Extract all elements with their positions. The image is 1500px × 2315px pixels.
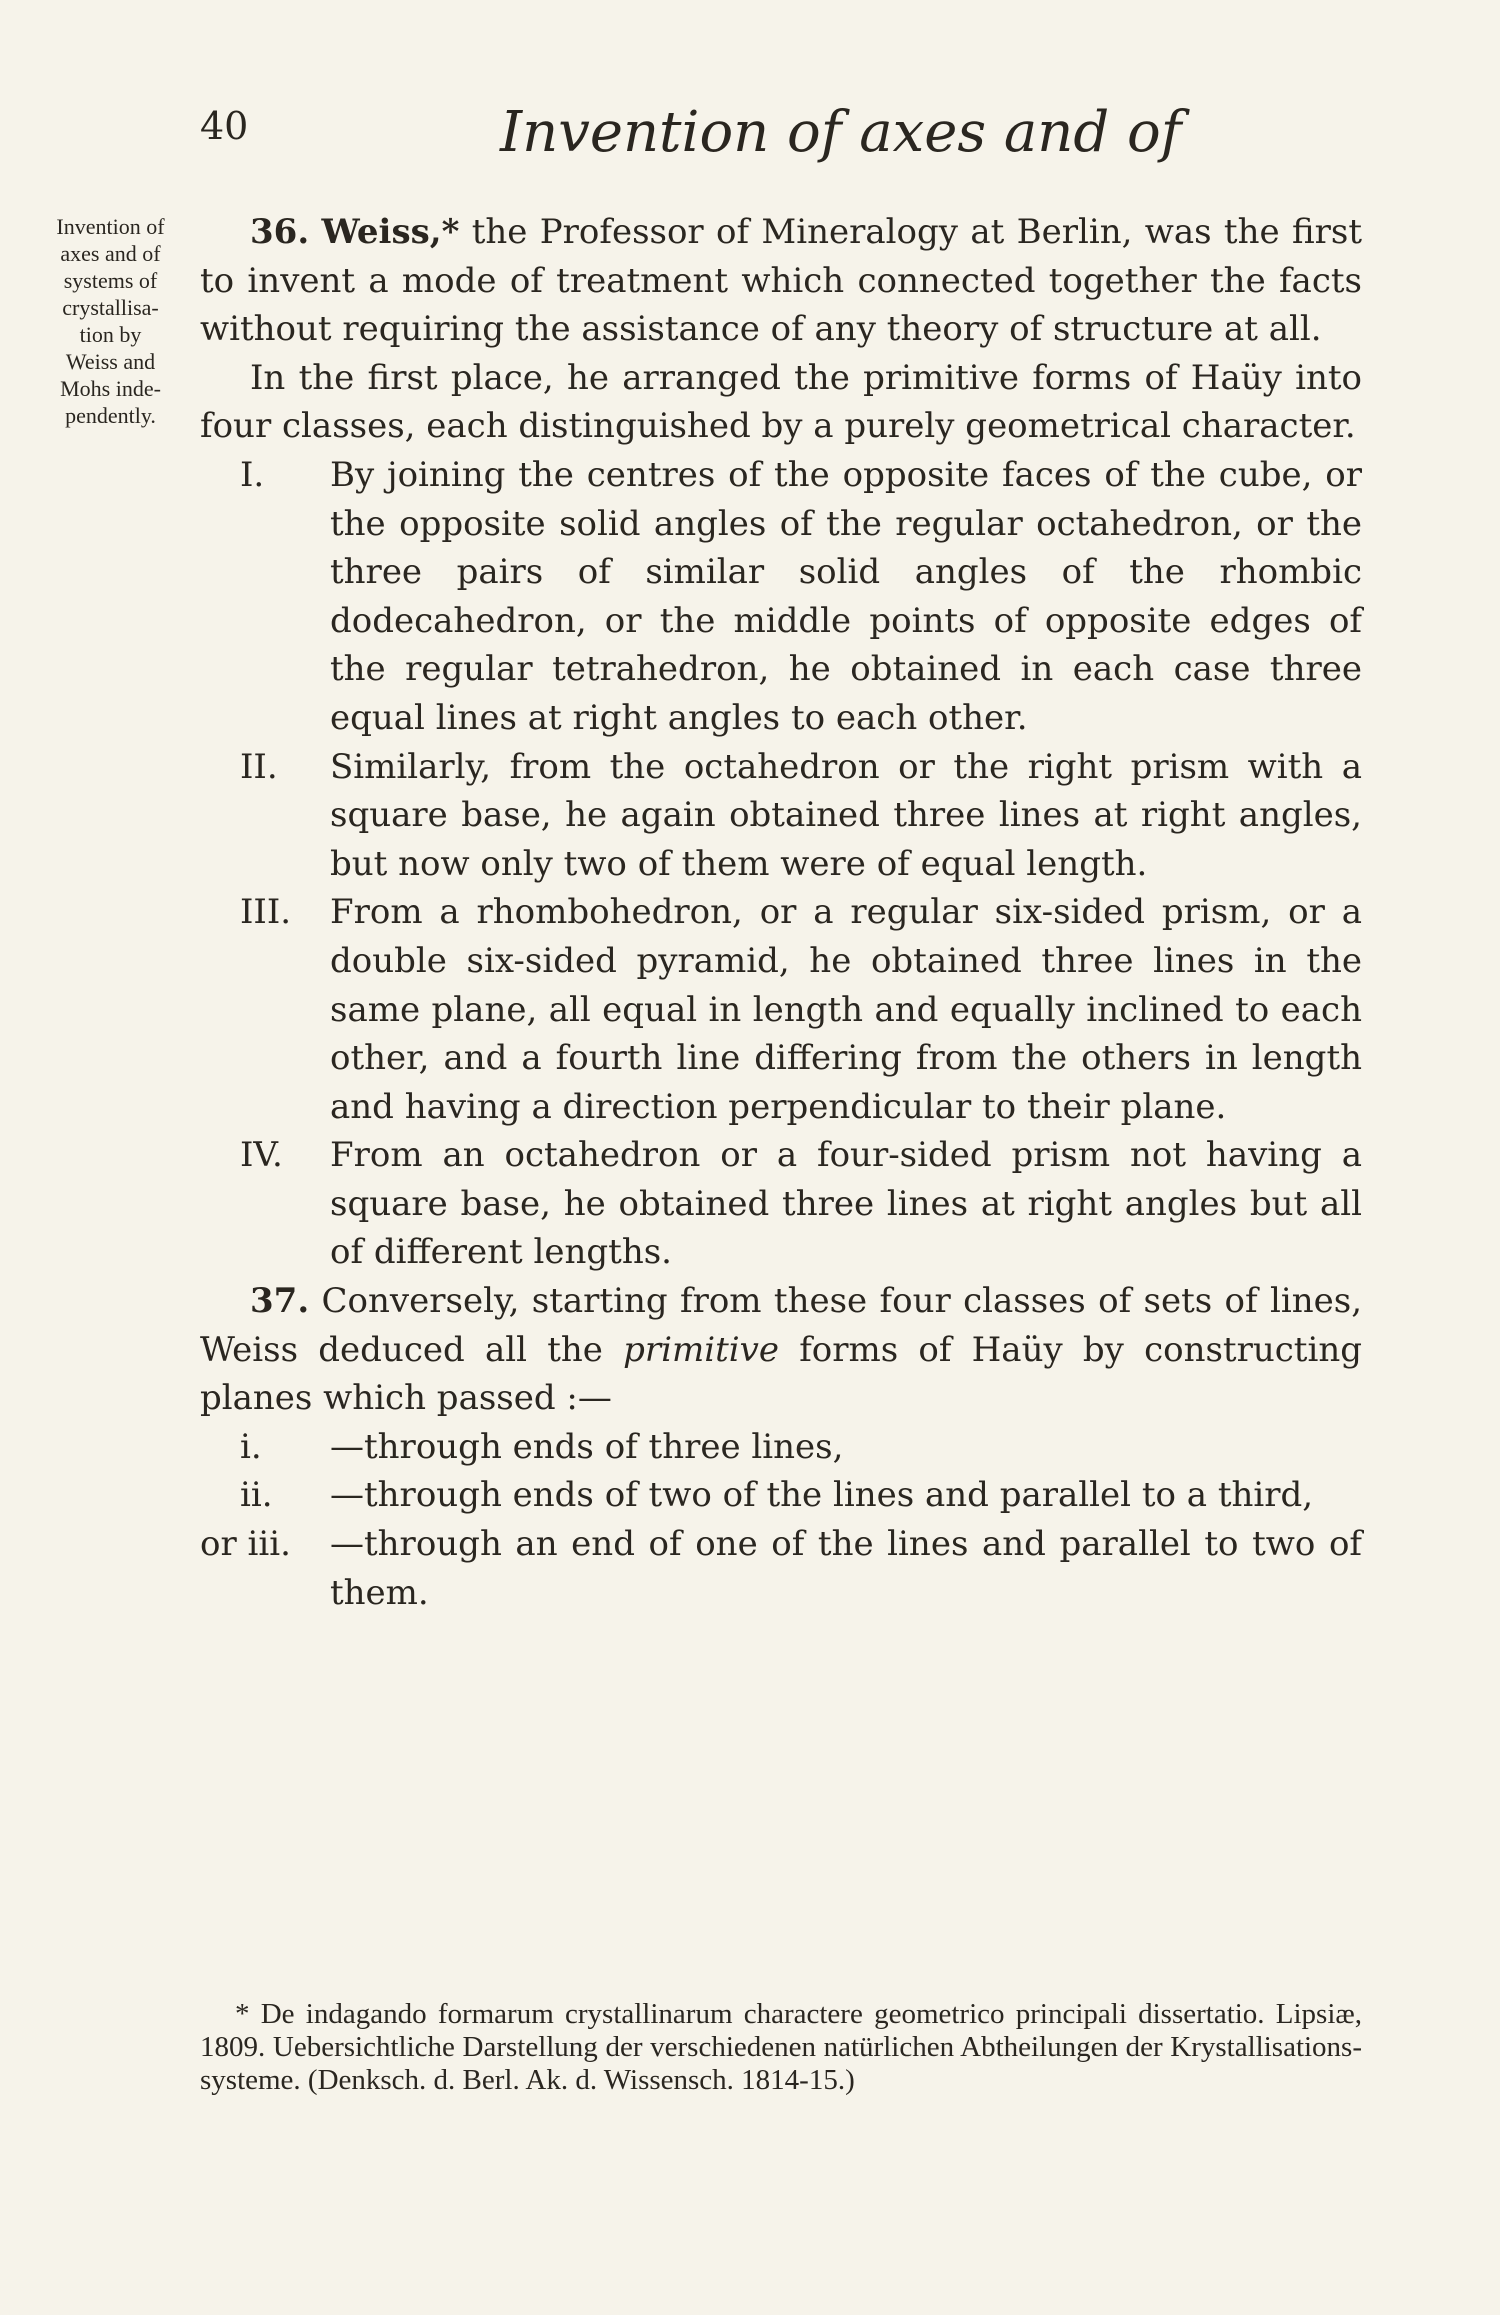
page-header [200, 100, 1360, 170]
emphasis-text: primitive [623, 1329, 779, 1370]
sub-number: i. [240, 1426, 262, 1467]
paragraph-text: forms of Haüy by constructing planes which passed :— [200, 1329, 1362, 1419]
margin-note-line: Invention of [56, 214, 165, 239]
sub-item [200, 1471, 1362, 1520]
margin-note-line: systems of [63, 268, 158, 293]
sub-number: or iii. [200, 1524, 291, 1565]
page-number: 40 [200, 104, 249, 148]
sub-text: —through ends of three lines, [330, 1426, 844, 1467]
sub-item [200, 1423, 1362, 1472]
paragraph-37 [200, 1277, 1362, 1423]
footnote-text: * De indagando formarum crystallinarum charactere geometrico principali dissertatio. Lipsiæ, 1809. Uebersichtliche Darstellung der verschiedenen natürlichen Abtheilungen der Krystallisations-systeme. (Denksch. d. Berl. Ak. d. Wissensch. 1814-15.) [200, 1998, 1362, 2096]
margin-note-line: pendently. [65, 403, 156, 428]
class-text: Similarly, from the octahedron or the right prism with a square base, he again obtained three lines at right angles, but now only two of them were of equal length. [330, 746, 1362, 884]
paragraph-text: Conversely, starting from these four classes of sets of lines, Weiss deduced all the [200, 1281, 1362, 1370]
margin-note-line: Weiss and [65, 349, 156, 374]
margin-note [18, 213, 203, 429]
class-number: II. [240, 746, 278, 787]
section-number: 37. [250, 1281, 310, 1322]
class-text: From a rhombohedron, or a regular six-sided prism, or a double six-sided pyramid, he obtained three lines in the same plane, all equal in length and equally inclined to each other, and a fourth line differing from the others in length and having a direction perpendicular to their plane. [330, 892, 1362, 1127]
footnote [200, 1998, 1362, 2097]
class-number: III. [240, 892, 292, 933]
class-item [200, 888, 1362, 1131]
margin-note-line: Mohs inde- [60, 376, 161, 401]
sub-item [200, 1520, 1362, 1617]
class-item [200, 451, 1362, 743]
margin-note-line: tion by [79, 322, 142, 347]
section-number: 36. [250, 212, 310, 252]
paragraph-text: the Professor of Mineralogy at Berlin, was the first to invent a mode of treatment which connected together the facts without requiring the assistance of any theory of structure at all. [200, 212, 1363, 350]
class-text: By joining the centres of the opposite faces of the cube, or the opposite solid angles of the regular octahedron, or the three pairs of similar solid angles of the rhombic dodecahedron, or the middle points of opposite edges of the regular tetrahedron, he obtained in each case three equal lines at right angles to each other. [330, 454, 1362, 738]
class-number: IV. [240, 1135, 283, 1176]
sub-number: ii. [240, 1475, 273, 1516]
sub-text: —through an end of one of the lines and parallel to two of them. [330, 1524, 1362, 1613]
running-title: Invention of axes and of [500, 100, 1182, 165]
margin-note-line: crystallisa- [62, 295, 159, 320]
paragraph-36-continued: In the first place, he arranged the primitive forms of Haüy into four classes, each distinguished by a purely geometrical character. [200, 357, 1362, 447]
class-item [200, 743, 1362, 889]
paragraph-36 [200, 208, 1362, 354]
sub-text: —through ends of two of the lines and parallel to a third, [330, 1475, 1314, 1516]
body-text [200, 208, 1362, 1617]
class-item [200, 1131, 1362, 1277]
margin-note-line: axes and of [60, 241, 161, 266]
class-number: I. [240, 454, 265, 495]
class-text: From an octahedron or a four-sided prism not having a square base, he obtained three lines at right angles but all of different lengths. [330, 1135, 1362, 1273]
section-name: Weiss,* [321, 212, 460, 252]
